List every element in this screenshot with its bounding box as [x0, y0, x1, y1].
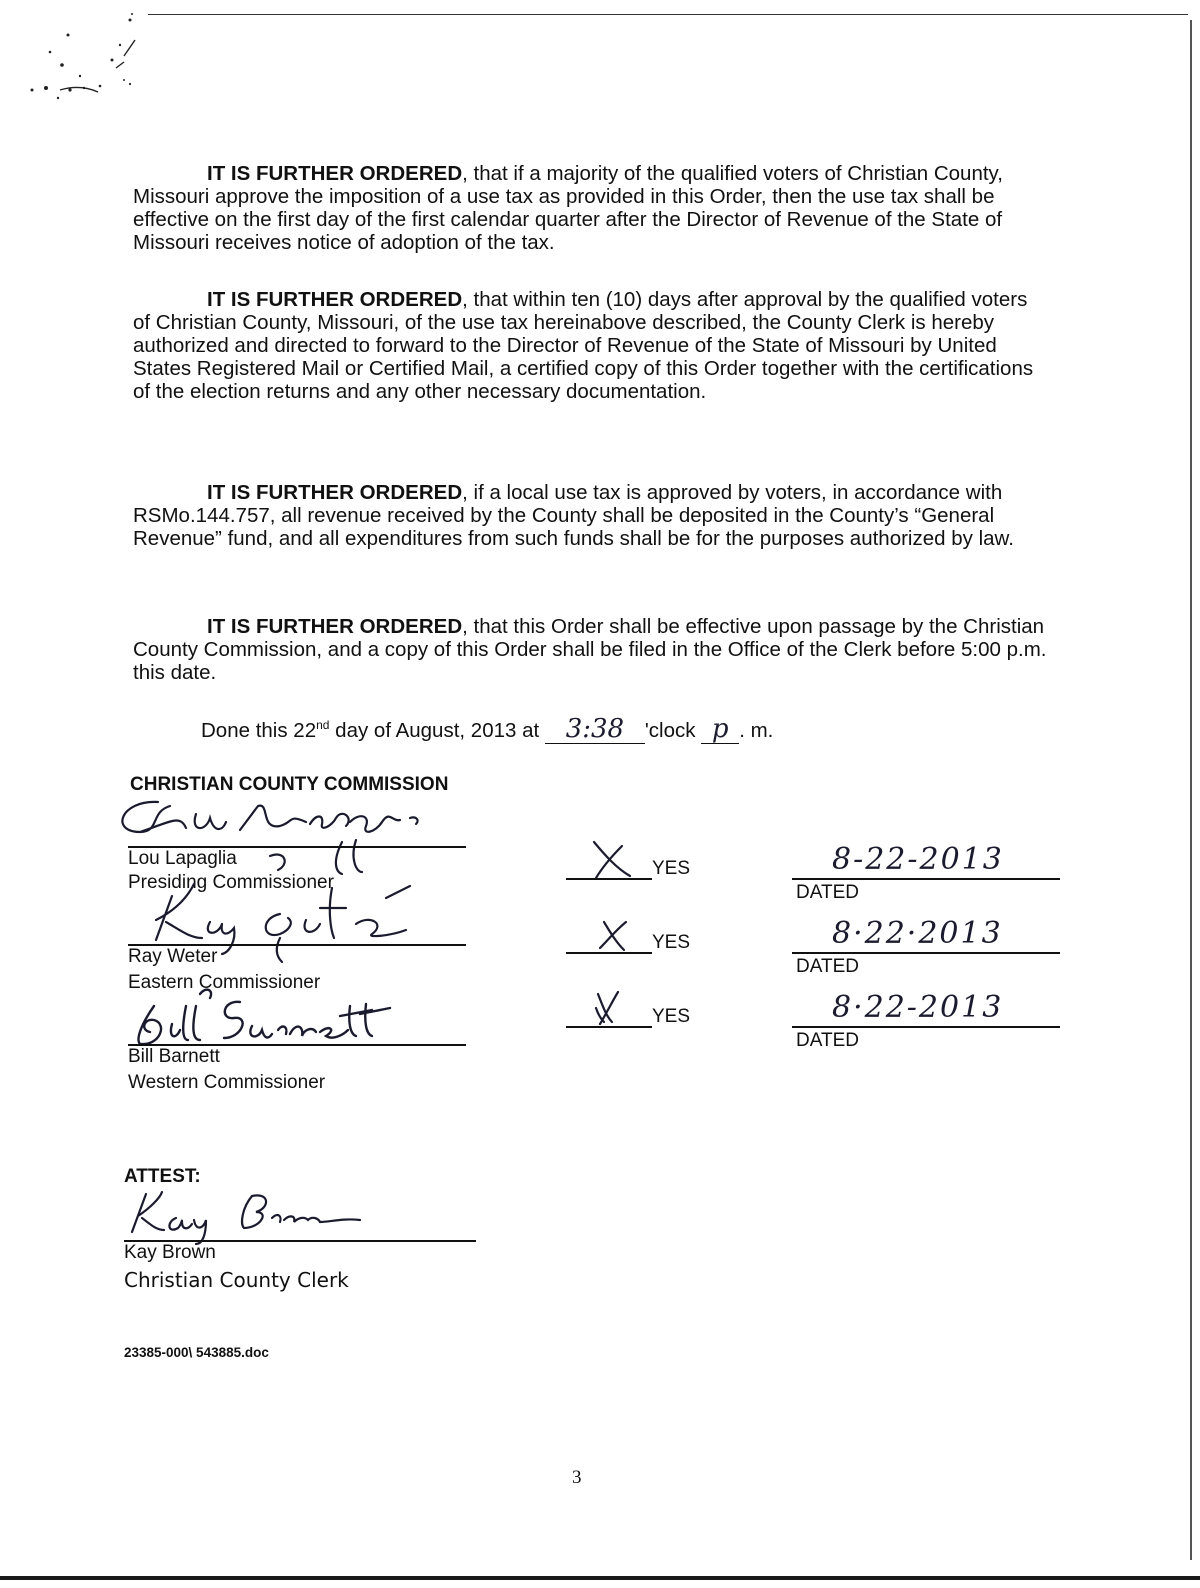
order-lead: IT IS FURTHER ORDERED: [207, 481, 463, 504]
handwritten-date: 8·22-2013: [832, 990, 1004, 1025]
order-paragraph: [133, 615, 1048, 684]
order-paragraph: [133, 288, 1048, 403]
signatory-title: Eastern Commissioner: [128, 972, 321, 993]
vote-line: [566, 878, 652, 880]
clerk-title: Christian County Clerk: [124, 1268, 349, 1292]
vote-label: YES: [652, 858, 691, 879]
commission-heading: CHRISTIAN COUNTY COMMISSION: [130, 774, 449, 795]
order-paragraph: [133, 162, 1048, 254]
document-id: 23385-000\ 543885.doc: [124, 1345, 269, 1360]
execution-date-line: [201, 713, 774, 744]
order-text: , that if a majority of the qualified voters of Christian County, Missouri approve the imposition of a use tax as provided in this Order, then the use tax shall be effective on the first day of the first calendar quarter after the Director of Revenue of the State of Missouri receives notice of adoption of the tax.: [133, 162, 1003, 254]
scan-edge-right: [1190, 20, 1192, 1560]
order-paragraph: [133, 481, 1048, 550]
signatory-title: Western Commissioner: [128, 1072, 326, 1093]
x-mark-icon: [586, 840, 636, 880]
dated-label: DATED: [796, 956, 859, 977]
page-number: 3: [572, 1467, 582, 1488]
dated-line: [792, 878, 1060, 880]
handwritten-ampm: p: [711, 713, 729, 744]
dated-label: DATED: [796, 1030, 859, 1051]
order-lead: IT IS FURTHER ORDERED: [207, 288, 463, 311]
signature-block: [128, 900, 468, 1000]
done-middle: day of August, 2013 at: [329, 718, 545, 742]
vote-entry: [566, 922, 706, 966]
dated-label: DATED: [796, 882, 859, 903]
handwritten-time: 3:38: [565, 713, 625, 744]
signatory-name: Lou Lapaglia: [128, 848, 237, 869]
vote-entry: [566, 996, 706, 1040]
signature-brown: [120, 1188, 480, 1248]
time-blank: [545, 713, 645, 744]
order-text: , that within ten (10) days after approval by the qualified voters of Christian County, Missouri, of the use tax hereinabove described, the County Clerk is hereby authorized and directed to forward to the Director of Revenue of the State of Missouri by United States Registered Mail or Certified Mail, a certified copy of this Order together with the certifications of the election returns and any other necessary documentation.: [133, 288, 1034, 403]
dated-line: [792, 952, 1060, 954]
order-lead: IT IS FURTHER ORDERED: [207, 162, 463, 185]
clerk-name: Kay Brown: [124, 1242, 216, 1263]
signatory-name: Bill Barnett: [128, 1046, 220, 1067]
order-text: , if a local use tax is approved by voters, in accordance with RSMo.144.757, all revenue received by the County shall be deposited in the County’s “General Revenue” fund, and all expenditures from such funds shall be for the purposes authorized by law.: [133, 481, 1014, 550]
signatory-name: Ray Weter: [128, 946, 218, 967]
dated-entry: [792, 842, 1062, 908]
ampm-blank: [701, 713, 739, 744]
scan-edge-top: [148, 14, 1188, 15]
order-lead: IT IS FURTHER ORDERED: [207, 615, 463, 638]
vote-entry: [566, 848, 706, 892]
dated-entry: [792, 990, 1062, 1056]
vote-line: [566, 1026, 652, 1028]
x-mark-icon: [586, 914, 636, 954]
attest-heading: ATTEST:: [124, 1166, 201, 1187]
vote-line: [566, 952, 652, 954]
signatory-title: Presiding Commissioner: [128, 872, 334, 893]
clock-word: 'clock: [644, 718, 702, 742]
vote-label: YES: [652, 932, 691, 953]
dated-line: [792, 1026, 1060, 1028]
handwritten-date: 8·22·2013: [832, 916, 1003, 951]
x-mark-icon: [586, 988, 636, 1028]
done-ordinal: nd: [316, 718, 330, 732]
order-text: , that this Order shall be effective upon passage by the Christian County Commission, and a copy of this Order shall be filed in the Office of the Clerk before 5:00 p.m. this date.: [133, 615, 1047, 684]
dated-entry: [792, 916, 1062, 982]
scan-speckles: [20, 10, 150, 110]
scan-edge-bottom: [0, 1576, 1200, 1580]
done-suffix: . m.: [739, 718, 774, 742]
handwritten-date: 8-22-2013: [832, 842, 1004, 877]
attest-signature-block: [124, 1196, 484, 1292]
signature-block: [128, 1000, 468, 1100]
done-prefix: Done this 22: [201, 718, 317, 742]
vote-label: YES: [652, 1006, 691, 1027]
